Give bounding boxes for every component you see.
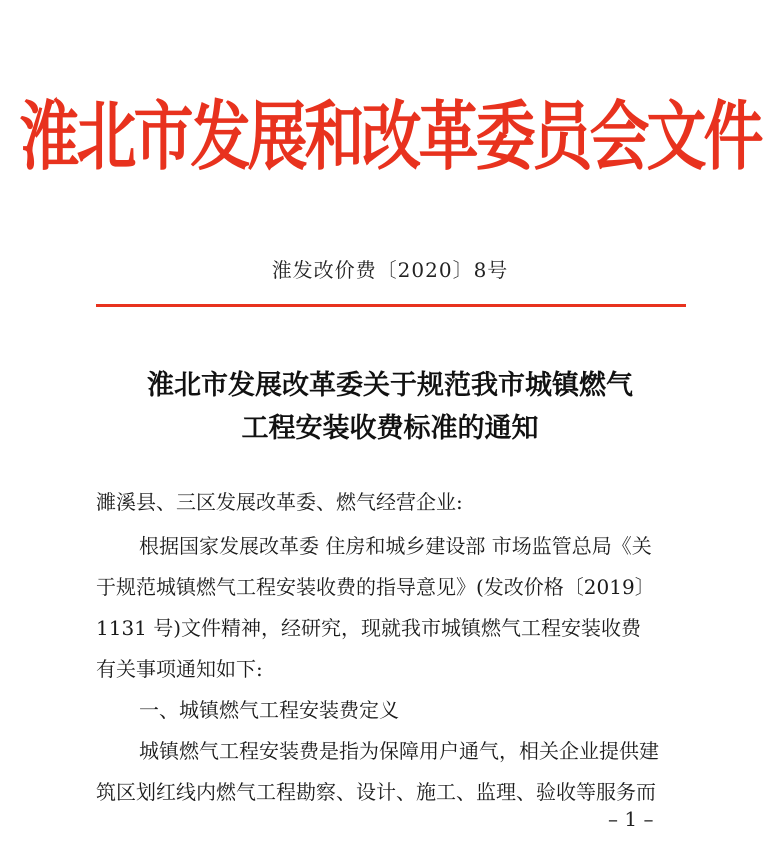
- body-line-4: 有关事项通知如下:: [96, 657, 263, 681]
- body-line-2: 于规范城镇燃气工程安装收费的指导意见》(发改价格〔2019〕: [96, 575, 655, 599]
- section-heading-1: 一、城镇燃气工程安装费定义: [139, 698, 399, 722]
- body-line-3: 1131 号)文件精神，经研究，现就我市城镇燃气工程安装收费: [96, 616, 642, 640]
- addressee-line: 濉溪县、三区发展改革委、燃气经营企业:: [96, 490, 463, 514]
- document-number: 淮发改价费〔2020〕8号: [271, 258, 509, 282]
- document-title-line-2: 工程安装收费标准的通知: [241, 413, 539, 444]
- body-line-5: 城镇燃气工程安装费是指为保障用户通气，相关企业提供建: [139, 739, 659, 763]
- red-divider-line: [96, 304, 686, 307]
- letterhead-title: 淮北市发展和改革委员会文件: [19, 93, 761, 182]
- page-number: – 1 –: [608, 807, 654, 831]
- body-line-1: 根据国家发展改革委 住房和城乡建设部 市场监管总局《关: [139, 534, 652, 558]
- body-line-6: 筑区划红线内燃气工程勘察、设计、施工、监理、验收等服务而: [96, 780, 656, 804]
- document-title-line-1: 淮北市发展改革委关于规范我市城镇燃气: [147, 370, 633, 401]
